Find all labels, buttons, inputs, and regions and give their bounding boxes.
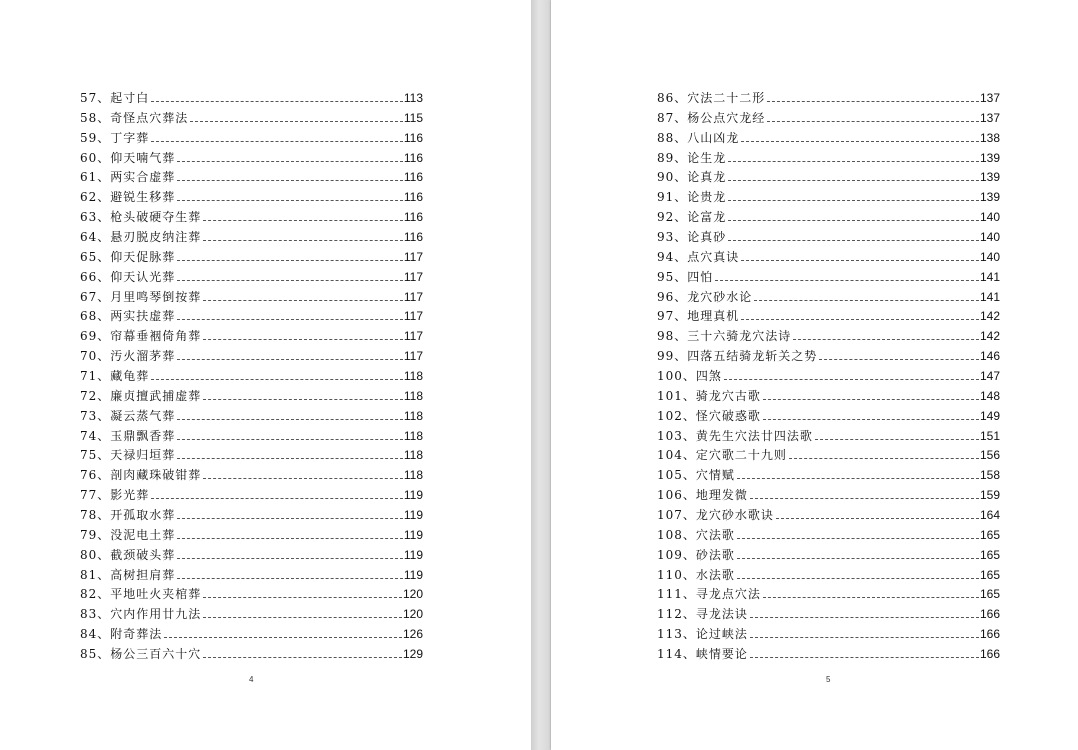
toc-entry-page: 142 bbox=[979, 309, 1000, 324]
toc-entry-title: 97、地理真机 bbox=[657, 309, 740, 324]
toc-entry[interactable] bbox=[80, 208, 423, 228]
toc-entry[interactable] bbox=[80, 605, 423, 625]
toc-entry[interactable] bbox=[80, 168, 423, 188]
toc-entry-title: 81、高树担肩葬 bbox=[80, 567, 176, 582]
toc-entry-title: 82、平地吐火夹棺葬 bbox=[80, 587, 202, 602]
dot-leader bbox=[203, 617, 402, 618]
dot-leader bbox=[151, 141, 403, 142]
toc-entry-title: 67、月里鸣琴倒按葬 bbox=[80, 289, 202, 304]
toc-entry[interactable] bbox=[657, 228, 1000, 248]
toc-entry-page: 140 bbox=[979, 230, 1000, 245]
dot-leader bbox=[789, 458, 979, 459]
toc-entry-title: 110、水法歌 bbox=[657, 567, 735, 582]
toc-entry-title: 66、仰天认光葬 bbox=[80, 269, 176, 284]
toc-entry-title: 76、剖肉藏珠破钳葬 bbox=[80, 468, 202, 483]
toc-entry[interactable] bbox=[657, 526, 1000, 546]
toc-entry[interactable] bbox=[657, 506, 1000, 526]
dot-leader bbox=[203, 339, 403, 340]
toc-entry-page: 139 bbox=[979, 170, 1000, 185]
dot-leader bbox=[151, 498, 403, 499]
toc-entry-page: 119 bbox=[403, 508, 423, 523]
toc-entry-page: 117 bbox=[403, 269, 423, 284]
dot-leader bbox=[151, 101, 403, 102]
toc-entry[interactable] bbox=[657, 566, 1000, 586]
toc-entry-page: 139 bbox=[979, 150, 1000, 165]
toc-entry-page: 119 bbox=[403, 547, 423, 562]
toc-entry-title: 95、四怕 bbox=[657, 269, 714, 284]
toc-entry[interactable] bbox=[657, 645, 1000, 665]
toc-entry-page: 126 bbox=[402, 627, 423, 642]
toc-entry[interactable] bbox=[80, 129, 423, 149]
toc-entry[interactable] bbox=[657, 625, 1000, 645]
toc-entry[interactable] bbox=[657, 129, 1000, 149]
toc-entry-title: 101、骑龙穴古歌 bbox=[657, 388, 761, 403]
toc-entry-title: 107、龙穴砂水歌诀 bbox=[657, 508, 774, 523]
toc-entry-title: 78、开孤取水葬 bbox=[80, 508, 176, 523]
toc-entry-page: 166 bbox=[979, 627, 1000, 642]
toc-entry[interactable] bbox=[80, 367, 423, 387]
toc-entry[interactable] bbox=[657, 466, 1000, 486]
toc-entry-title: 65、仰天促脉葬 bbox=[80, 249, 176, 264]
dot-leader bbox=[203, 597, 402, 598]
dot-leader bbox=[763, 419, 979, 420]
dot-leader bbox=[164, 637, 402, 638]
document-page-left bbox=[0, 0, 531, 750]
toc-entry-title: 61、两实合虚葬 bbox=[80, 170, 176, 185]
toc-entry[interactable] bbox=[657, 327, 1000, 347]
toc-entry-title: 96、龙穴砂水论 bbox=[657, 289, 753, 304]
toc-entry-title: 68、两实扶虚葬 bbox=[80, 309, 176, 324]
toc-entry[interactable] bbox=[80, 506, 423, 526]
toc-entry[interactable] bbox=[80, 407, 423, 427]
toc-entry-page: 113 bbox=[403, 91, 423, 105]
toc-entry-page: 165 bbox=[979, 547, 1000, 562]
toc-entry[interactable] bbox=[80, 645, 423, 665]
toc-entry-title: 75、天禄归垣葬 bbox=[80, 448, 176, 463]
toc-entry-page: 119 bbox=[403, 527, 423, 542]
toc-entry-title: 106、地理发微 bbox=[657, 488, 748, 503]
toc-entry-title: 59、丁字葬 bbox=[80, 130, 150, 145]
toc-entry-title: 80、截颈破头葬 bbox=[80, 547, 176, 562]
dot-leader bbox=[767, 101, 979, 102]
toc-entry[interactable] bbox=[80, 188, 423, 208]
toc-entry-page: 115 bbox=[403, 110, 423, 125]
toc-entry-page: 116 bbox=[403, 170, 423, 185]
toc-entry[interactable] bbox=[657, 268, 1000, 288]
toc-entry[interactable] bbox=[80, 387, 423, 407]
dot-leader bbox=[177, 419, 403, 420]
toc-entry-page: 159 bbox=[979, 488, 1000, 503]
dot-leader bbox=[737, 558, 979, 559]
toc-entry-page: 166 bbox=[979, 647, 1000, 662]
toc-entry[interactable] bbox=[80, 466, 423, 486]
toc-entry-page: 120 bbox=[402, 607, 423, 622]
toc-entry[interactable] bbox=[657, 367, 1000, 387]
toc-entry-page: 117 bbox=[403, 349, 423, 364]
dot-leader bbox=[203, 240, 403, 241]
toc-entry-page: 156 bbox=[979, 448, 1000, 463]
toc-entry-title: 77、影光葬 bbox=[80, 488, 150, 503]
toc-entry-title: 89、论生龙 bbox=[657, 150, 727, 165]
toc-entry-title: 93、论真砂 bbox=[657, 230, 727, 245]
dot-leader bbox=[190, 121, 403, 122]
toc-entry-title: 90、论真龙 bbox=[657, 170, 727, 185]
dot-leader bbox=[151, 379, 403, 380]
toc-entry-page: 119 bbox=[403, 488, 423, 503]
toc-entry-page: 149 bbox=[979, 408, 1000, 423]
toc-entry-page: 166 bbox=[979, 607, 1000, 622]
toc-entry[interactable] bbox=[80, 585, 423, 605]
toc-entry-page: 165 bbox=[979, 567, 1000, 582]
dot-leader bbox=[754, 300, 979, 301]
toc-entry[interactable] bbox=[657, 248, 1000, 268]
toc-entry-page: 116 bbox=[403, 150, 423, 165]
toc-entry[interactable] bbox=[80, 248, 423, 268]
toc-entry-page: 120 bbox=[402, 587, 423, 602]
toc-entry-page: 147 bbox=[979, 369, 1000, 384]
toc-entry-title: 58、奇怪点穴葬法 bbox=[80, 110, 189, 125]
toc-entry-title: 111、寻龙点穴法 bbox=[657, 587, 761, 602]
toc-entry[interactable] bbox=[80, 486, 423, 506]
dot-leader bbox=[750, 637, 979, 638]
toc-entry-page: 140 bbox=[979, 249, 1000, 264]
dot-leader bbox=[793, 339, 979, 340]
toc-entry-page: 118 bbox=[403, 388, 423, 403]
toc-entry-page: 141 bbox=[979, 289, 1000, 304]
dot-leader bbox=[737, 538, 979, 539]
dot-leader bbox=[177, 558, 403, 559]
toc-entry-title: 105、穴情赋 bbox=[657, 468, 735, 483]
dot-leader bbox=[203, 300, 403, 301]
toc-entry[interactable] bbox=[80, 307, 423, 327]
dot-leader bbox=[177, 538, 403, 539]
dot-leader bbox=[724, 379, 979, 380]
toc-entry[interactable] bbox=[80, 149, 423, 169]
toc-entry[interactable] bbox=[80, 109, 423, 129]
dot-leader bbox=[203, 399, 403, 400]
dot-leader bbox=[177, 161, 403, 162]
toc-entry-title: 79、没泥电土葬 bbox=[80, 527, 176, 542]
dot-leader bbox=[776, 518, 979, 519]
dot-leader bbox=[203, 478, 403, 479]
toc-entry-page: 137 bbox=[979, 91, 1000, 105]
dot-leader bbox=[728, 200, 979, 201]
toc-entry-title: 114、峡情要论 bbox=[657, 647, 748, 662]
document-page-right bbox=[551, 0, 1078, 750]
dot-leader bbox=[815, 439, 979, 440]
toc-entry[interactable] bbox=[80, 228, 423, 248]
toc-entry-page: 165 bbox=[979, 527, 1000, 542]
toc-entry-page: 141 bbox=[979, 269, 1000, 284]
toc-entry[interactable] bbox=[657, 585, 1000, 605]
toc-entry-title: 72、廉贞擅武捕虚葬 bbox=[80, 388, 202, 403]
table-of-contents bbox=[657, 89, 1000, 665]
toc-entry-page: 142 bbox=[979, 329, 1000, 344]
toc-entry-title: 85、杨公三百六十穴 bbox=[80, 647, 202, 662]
toc-entry-page: 117 bbox=[403, 309, 423, 324]
page-gutter bbox=[531, 0, 551, 750]
toc-entry[interactable] bbox=[80, 347, 423, 367]
toc-entry-page: 165 bbox=[979, 587, 1000, 602]
toc-entry-page: 116 bbox=[403, 130, 423, 145]
toc-entry-title: 88、八山凶龙 bbox=[657, 130, 740, 145]
dot-leader bbox=[177, 319, 403, 320]
dot-leader bbox=[177, 200, 403, 201]
toc-entry-title: 57、起寸白 bbox=[80, 91, 150, 105]
toc-entry-title: 108、穴法歌 bbox=[657, 527, 735, 542]
dot-leader bbox=[750, 498, 979, 499]
toc-entry-page: 148 bbox=[979, 388, 1000, 403]
toc-entry-title: 69、帘幕垂裀倚角葬 bbox=[80, 329, 202, 344]
toc-entry-page: 140 bbox=[979, 210, 1000, 225]
dot-leader bbox=[715, 280, 979, 281]
toc-entry[interactable] bbox=[80, 526, 423, 546]
dot-leader bbox=[177, 458, 403, 459]
page-number: 5 bbox=[826, 675, 831, 684]
toc-entry-title: 92、论富龙 bbox=[657, 210, 727, 225]
toc-entry-title: 112、寻龙法诀 bbox=[657, 607, 748, 622]
page-number: 4 bbox=[249, 675, 254, 684]
toc-entry[interactable] bbox=[657, 427, 1000, 447]
toc-entry[interactable] bbox=[657, 546, 1000, 566]
toc-entry-title: 94、点穴真诀 bbox=[657, 249, 740, 264]
dot-leader bbox=[750, 657, 979, 658]
dot-leader bbox=[737, 478, 979, 479]
toc-entry-title: 100、四煞 bbox=[657, 369, 722, 384]
toc-entry[interactable] bbox=[80, 446, 423, 466]
dot-leader bbox=[728, 220, 979, 221]
dot-leader bbox=[177, 280, 403, 281]
dot-leader bbox=[728, 240, 979, 241]
toc-entry-page: 116 bbox=[403, 230, 423, 245]
dot-leader bbox=[767, 121, 979, 122]
toc-entry[interactable] bbox=[657, 486, 1000, 506]
toc-entry[interactable] bbox=[657, 168, 1000, 188]
toc-entry[interactable] bbox=[657, 188, 1000, 208]
dot-leader bbox=[728, 180, 979, 181]
toc-entry[interactable] bbox=[657, 288, 1000, 308]
toc-entry-title: 109、砂法歌 bbox=[657, 547, 735, 562]
dot-leader bbox=[177, 439, 403, 440]
toc-entry[interactable] bbox=[657, 208, 1000, 228]
dot-leader bbox=[177, 518, 403, 519]
toc-entry[interactable] bbox=[657, 89, 1000, 109]
dot-leader bbox=[728, 161, 979, 162]
toc-entry[interactable] bbox=[80, 327, 423, 347]
toc-entry-title: 113、论过峡法 bbox=[657, 627, 748, 642]
toc-entry-page: 118 bbox=[403, 369, 423, 384]
toc-entry-page: 138 bbox=[979, 130, 1000, 145]
toc-entry-title: 102、怪穴破惑歌 bbox=[657, 408, 761, 423]
toc-entry[interactable] bbox=[657, 407, 1000, 427]
dot-leader bbox=[750, 617, 979, 618]
toc-entry[interactable] bbox=[80, 89, 423, 109]
dot-leader bbox=[177, 359, 403, 360]
toc-entry-page: 137 bbox=[979, 110, 1000, 125]
dot-leader bbox=[203, 657, 402, 658]
toc-entry-title: 64、悬刃脱皮纳注葬 bbox=[80, 230, 202, 245]
dot-leader bbox=[177, 578, 403, 579]
toc-entry-page: 146 bbox=[979, 349, 1000, 364]
toc-entry-title: 73、凝云蒸气葬 bbox=[80, 408, 176, 423]
toc-entry-page: 118 bbox=[403, 408, 423, 423]
toc-entry[interactable] bbox=[657, 605, 1000, 625]
dot-leader bbox=[819, 359, 979, 360]
toc-entry-title: 70、汚火溜茅葬 bbox=[80, 349, 176, 364]
toc-entry-title: 60、仰天喃气葬 bbox=[80, 150, 176, 165]
toc-entry-page: 117 bbox=[403, 329, 423, 344]
toc-entry[interactable] bbox=[657, 109, 1000, 129]
toc-entry-page: 158 bbox=[979, 468, 1000, 483]
toc-entry-page: 118 bbox=[403, 428, 423, 443]
toc-entry-page: 139 bbox=[979, 190, 1000, 205]
dot-leader bbox=[177, 260, 403, 261]
toc-entry-page: 116 bbox=[403, 210, 423, 225]
toc-entry-page: 118 bbox=[403, 448, 423, 463]
dot-leader bbox=[741, 141, 979, 142]
toc-entry-page: 164 bbox=[979, 508, 1000, 523]
toc-entry[interactable] bbox=[80, 427, 423, 447]
dot-leader bbox=[177, 180, 403, 181]
toc-entry-title: 74、玉鼎飘香葬 bbox=[80, 428, 176, 443]
toc-entry-title: 84、附奇葬法 bbox=[80, 627, 163, 642]
toc-entry[interactable] bbox=[80, 625, 423, 645]
toc-entry[interactable] bbox=[657, 446, 1000, 466]
dot-leader bbox=[763, 597, 979, 598]
toc-entry-title: 83、穴内作用廿九法 bbox=[80, 607, 202, 622]
toc-entry[interactable] bbox=[657, 387, 1000, 407]
toc-entry-title: 104、定穴歌二十九则 bbox=[657, 448, 787, 463]
toc-entry-title: 103、黄先生穴法廿四法歌 bbox=[657, 428, 813, 443]
toc-entry[interactable] bbox=[80, 288, 423, 308]
toc-entry[interactable] bbox=[657, 347, 1000, 367]
toc-entry-title: 63、枪头破硬夺生葬 bbox=[80, 210, 202, 225]
toc-entry-page: 118 bbox=[403, 468, 423, 483]
toc-entry-title: 98、三十六骑龙穴法诗 bbox=[657, 329, 792, 344]
toc-entry-title: 91、论贵龙 bbox=[657, 190, 727, 205]
dot-leader bbox=[763, 399, 979, 400]
toc-entry-title: 86、穴法二十二形 bbox=[657, 91, 766, 105]
toc-entry-page: 116 bbox=[403, 190, 423, 205]
table-of-contents bbox=[80, 89, 423, 665]
toc-entry[interactable] bbox=[80, 546, 423, 566]
toc-entry-title: 99、四落五结骑龙斩关之势 bbox=[657, 349, 818, 364]
toc-entry-page: 129 bbox=[402, 647, 423, 662]
dot-leader bbox=[737, 578, 979, 579]
toc-entry-page: 119 bbox=[403, 567, 423, 582]
toc-entry[interactable] bbox=[657, 307, 1000, 327]
toc-entry[interactable] bbox=[80, 268, 423, 288]
dot-leader bbox=[203, 220, 403, 221]
toc-entry-page: 117 bbox=[403, 249, 423, 264]
toc-entry[interactable] bbox=[657, 149, 1000, 169]
dot-leader bbox=[741, 260, 979, 261]
toc-entry[interactable] bbox=[80, 566, 423, 586]
toc-entry-title: 62、避锐生移葬 bbox=[80, 190, 176, 205]
toc-entry-title: 71、藏龟葬 bbox=[80, 369, 150, 384]
dot-leader bbox=[741, 319, 979, 320]
toc-entry-page: 117 bbox=[403, 289, 423, 304]
toc-entry-page: 151 bbox=[979, 428, 1000, 443]
toc-entry-title: 87、杨公点穴龙经 bbox=[657, 110, 766, 125]
